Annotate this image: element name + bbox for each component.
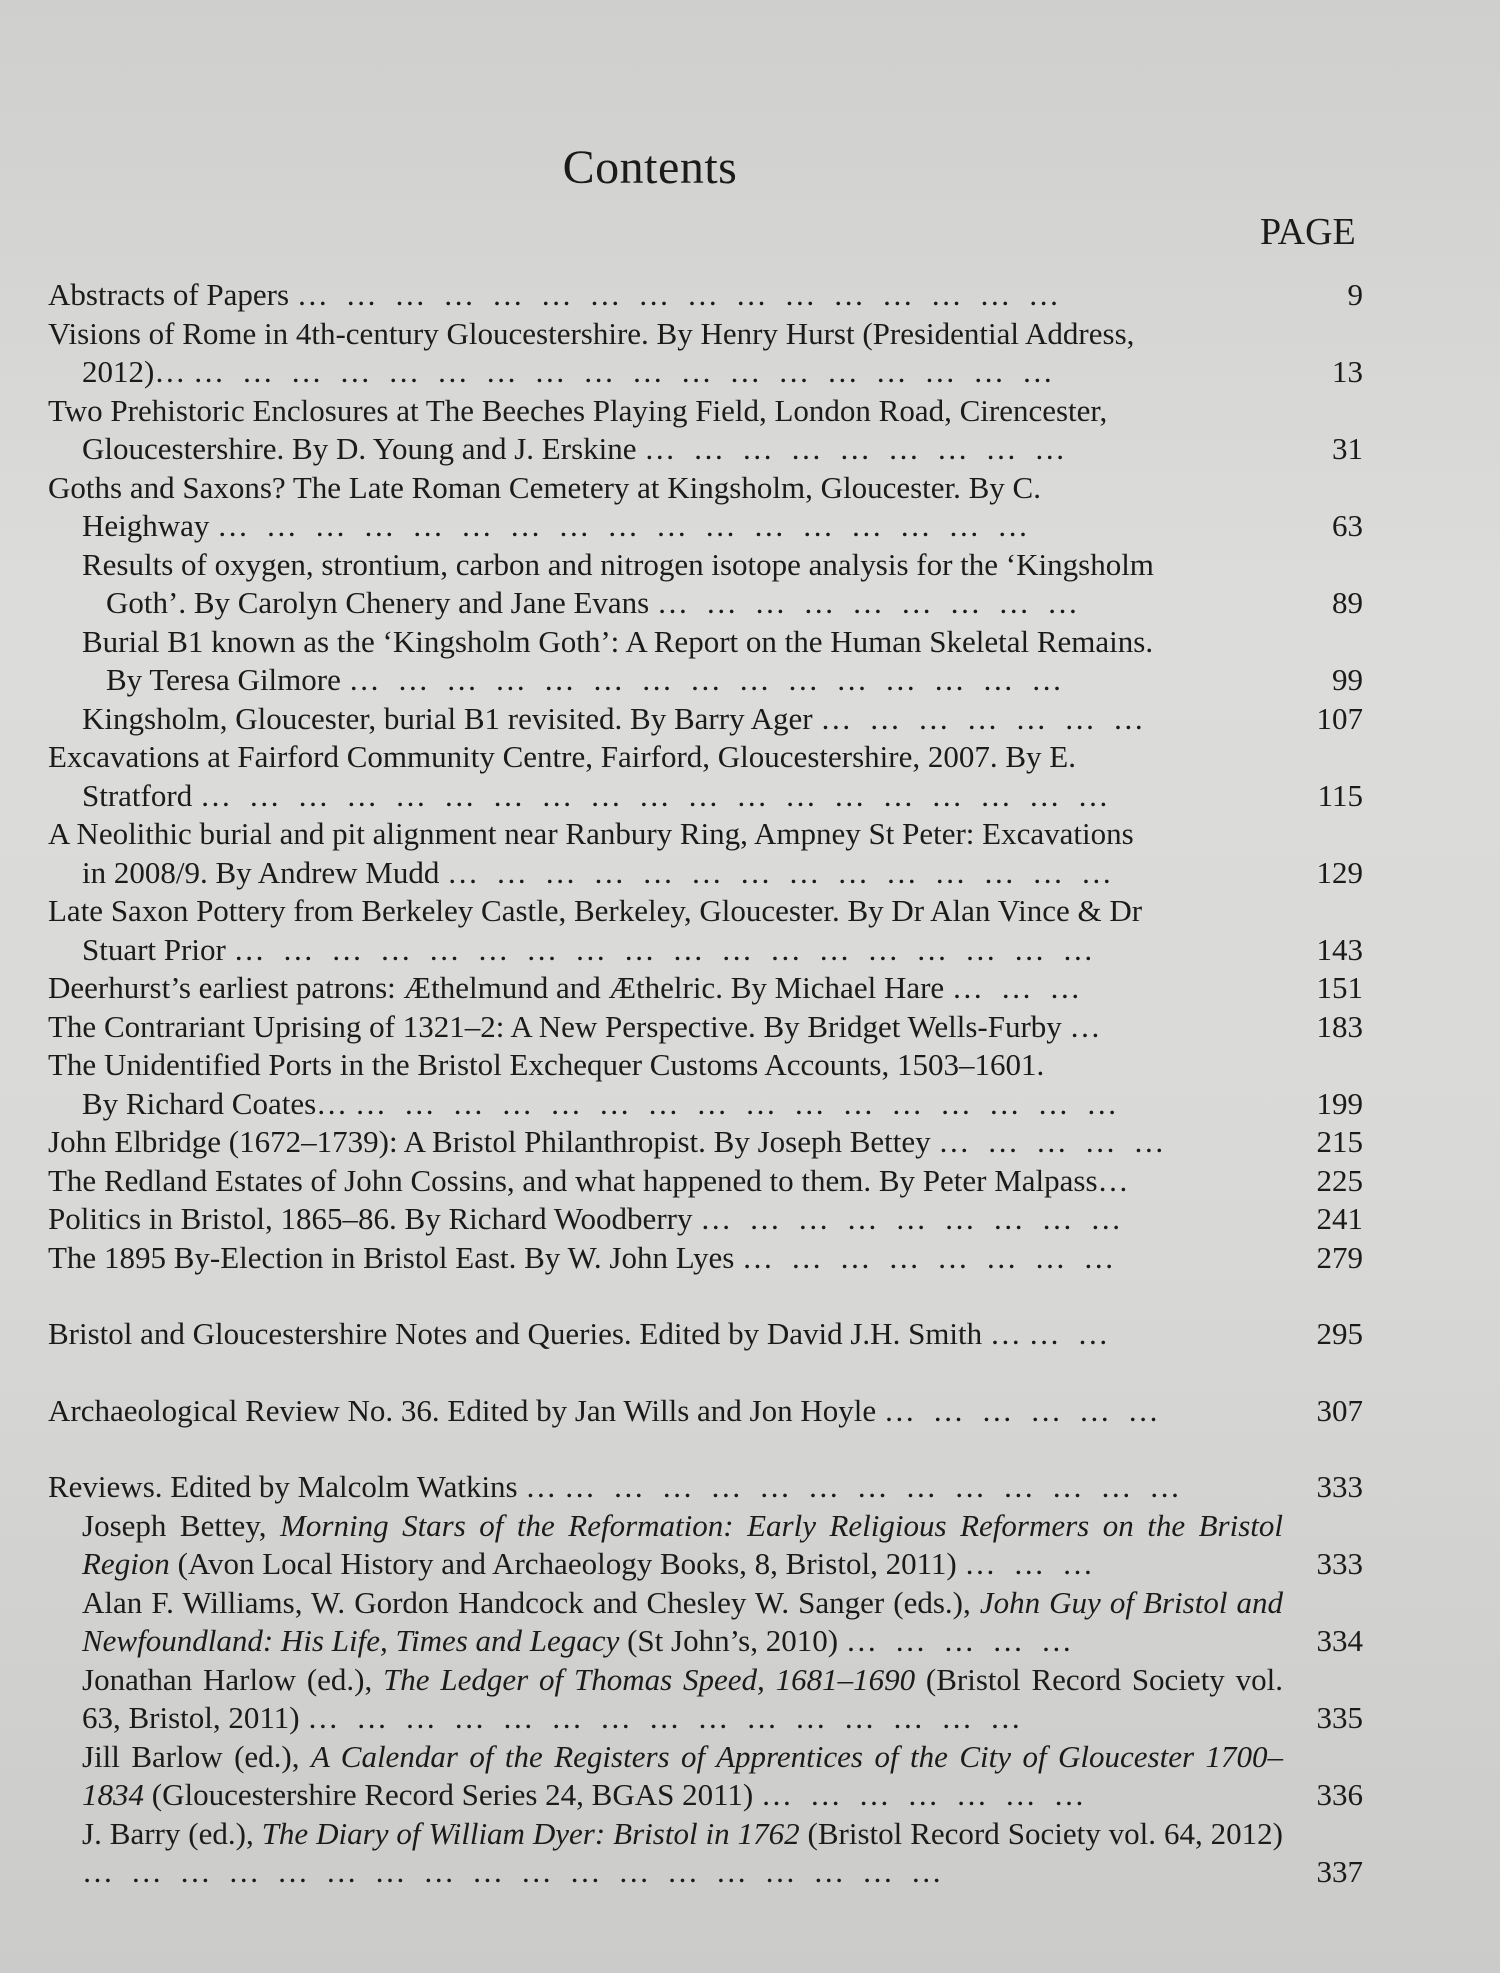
review-publication-detail: (St John’s, 2010) <box>619 1623 846 1658</box>
entry-title-line <box>48 1392 1283 1431</box>
review-book-title: Morning Stars of the Reformation: Early Religious Reformers on the Bristol Region <box>82 1507 1283 1581</box>
contents-entry <box>48 700 1428 739</box>
leader-dots: … … … … … … … … … … … … … … … … … … <box>193 354 1058 389</box>
entry-page-number: 335 <box>1316 1700 1363 1735</box>
leader-dots: … … … … … … … … … … … … … … … <box>307 1700 1026 1735</box>
entry-text <box>48 738 1283 815</box>
leader-dots: … <box>1069 1008 1106 1044</box>
entry-title-line <box>48 1162 1283 1201</box>
entry-text <box>48 700 1283 739</box>
reviews-entry <box>48 1468 1428 1507</box>
entry-text <box>48 1162 1283 1201</box>
entry-page-number: 241 <box>1316 1201 1363 1236</box>
entry-page-number: 199 <box>1316 1085 1363 1121</box>
leader-dots: … … … … … <box>845 1623 1077 1658</box>
entry-page-number: 99 <box>1332 662 1363 697</box>
page-column-heading: PAGE <box>1260 211 1356 253</box>
entry-title-continuation <box>48 353 1283 392</box>
entry-title-line <box>48 469 1283 508</box>
contents-entry <box>48 392 1428 469</box>
leader-dots: … … <box>1028 1316 1114 1351</box>
review-author: Joseph Bettey, <box>82 1507 281 1543</box>
entry-text <box>48 1468 1283 1507</box>
leader-dots: … … … … … … … … … … … … … … … … … … <box>233 931 1099 967</box>
entry-title: Archaeological Review No. 36. Edited by Jan Wills and Jon Hoyle <box>48 1392 884 1428</box>
review-book-title: A Calendar of the Registers of Apprentices of the City of Gloucester 1700–1834 <box>82 1738 1283 1812</box>
entry-page-number: 215 <box>1316 1124 1363 1159</box>
entry-page-number: 143 <box>1316 931 1363 967</box>
entry-title: The Unidentified Ports in the Bristol Exchequer Customs Accounts, 1503–1601. <box>48 1047 1045 1082</box>
entry-text <box>48 969 1283 1008</box>
entry-title-line <box>48 1200 1283 1239</box>
review-item <box>48 1661 1428 1738</box>
entry-text <box>48 1315 1283 1354</box>
entry-page-number: 333 <box>1316 1546 1363 1581</box>
entry-page-number: 295 <box>1316 1316 1363 1351</box>
review-author: Alan F. Williams, W. Gordon Handcock and Chesley W. Sanger (eds.), <box>82 1584 980 1620</box>
contents-entry <box>48 969 1428 1008</box>
review-citation <box>82 1738 1283 1815</box>
entry-page-number: 279 <box>1316 1239 1363 1275</box>
entry-page-number: 307 <box>1316 1392 1363 1428</box>
contents-entry <box>48 738 1428 815</box>
contents-entry <box>48 1200 1428 1239</box>
entry-text <box>48 1584 1283 1661</box>
entry-text <box>48 1123 1283 1162</box>
review-citation <box>82 1815 1283 1892</box>
entry-title-continuation <box>82 661 1283 700</box>
entry-title-line <box>48 1046 1283 1085</box>
leader-dots: … … … … … … … … … … … … … … <box>447 854 1117 890</box>
entry-text <box>48 1738 1283 1815</box>
entry-title-line <box>48 1315 1283 1354</box>
contents-entry <box>48 815 1428 892</box>
entry-title-line <box>48 1123 1283 1162</box>
entry-text <box>48 623 1283 700</box>
review-item <box>48 1815 1428 1892</box>
entry-author: Gloucestershire. By D. Young and J. Erskine <box>82 431 645 466</box>
entry-page-number: 334 <box>1316 1623 1363 1658</box>
entry-text <box>48 392 1283 469</box>
entry-title-line <box>82 700 1283 739</box>
entry-page-number: 63 <box>1332 508 1363 543</box>
entry-page-number: 115 <box>1317 777 1363 813</box>
contents-entry <box>48 315 1428 392</box>
entry-page-number: 107 <box>1316 700 1363 736</box>
entry-title-continuation <box>82 584 1283 623</box>
entry-title-continuation <box>48 430 1283 469</box>
review-citation <box>82 1661 1283 1738</box>
entry-title-line <box>48 1468 1283 1507</box>
contents-entry <box>48 1239 1428 1278</box>
entry-title: Results of oxygen, strontium, carbon and nitrogen isotope analysis for the ‘Kingsholm <box>82 546 1154 582</box>
archaeological-review-entry <box>48 1392 1428 1431</box>
entry-author: Goth’. By Carolyn Chenery and Jane Evans <box>106 585 657 620</box>
entry-title-line <box>48 738 1283 777</box>
contents-entry <box>48 1046 1428 1123</box>
entry-text <box>48 1046 1283 1123</box>
entry-text <box>48 1392 1283 1431</box>
leader-dots: … … … … … … <box>883 1392 1164 1428</box>
contents-entry <box>48 469 1428 546</box>
entry-page-number: 225 <box>1316 1162 1363 1198</box>
review-citation <box>82 1507 1283 1584</box>
entry-page-number: 13 <box>1332 354 1363 389</box>
review-publication-detail: (Gloucestershire Record Series 24, BGAS 2011) <box>144 1777 762 1812</box>
review-book-title: John Guy of Bristol and Newfoundland: His Life, Times and Legacy <box>82 1584 1283 1658</box>
review-author: Jonathan Harlow (ed.), <box>82 1661 384 1697</box>
leader-dots: … … … <box>951 970 1086 1005</box>
entry-title-line <box>48 1008 1283 1047</box>
entry-author: Stratford <box>82 777 200 813</box>
entry-title-continuation <box>48 854 1283 893</box>
review-author: Jill Barlow (ed.), <box>82 1738 311 1774</box>
entry-page-number: 337 <box>1316 1854 1363 1889</box>
entry-title-continuation <box>48 777 1283 816</box>
entry-text <box>48 1200 1283 1239</box>
leader-dots: … … … … … … … … … <box>644 431 1071 466</box>
leader-dots: … … … … … … … <box>820 700 1149 736</box>
entry-page-number: 129 <box>1316 854 1363 890</box>
contents-entry <box>48 546 1428 623</box>
leader-dots: … … … … … … … … … … … … … … … … … <box>217 508 1034 543</box>
entry-title-line <box>82 623 1283 662</box>
section-gap <box>48 1354 1428 1392</box>
entry-author: Stuart Prior <box>82 931 234 967</box>
entry-title: Bristol and Gloucestershire Notes and Queries. Edited by David J.H. Smith … <box>48 1316 1029 1351</box>
contents-entry <box>48 623 1428 700</box>
entry-text <box>48 546 1283 623</box>
entry-page-number: 151 <box>1316 970 1363 1005</box>
entry-title-continuation <box>48 1085 1283 1124</box>
entry-title-line <box>48 315 1283 354</box>
entry-title: Visions of Rome in 4th-century Gloucestershire. By Henry Hurst (Presidential Address, <box>48 315 1135 351</box>
entry-author: By Richard Coates… <box>82 1085 355 1121</box>
contents-entry <box>48 892 1428 969</box>
leader-dots: … … … … … <box>938 1124 1170 1159</box>
entry-text <box>48 1507 1283 1584</box>
contents-title: Contents <box>562 141 738 194</box>
leader-dots: … … … … … … … … … … … … … … … … … … <box>82 1854 947 1889</box>
entry-text <box>48 1239 1283 1278</box>
review-book-title: The Diary of William Dyer: Bristol in 1762 <box>261 1815 800 1851</box>
entry-title-line <box>48 276 1283 315</box>
review-publication-detail: (Bristol Record Society vol. 63, Bristol, 2011) <box>82 1661 1283 1735</box>
entry-title-continuation <box>48 507 1283 546</box>
leader-dots: … … … … … … … … … … … … … … … <box>348 662 1068 697</box>
entry-text <box>48 315 1283 392</box>
leader-dots: … … … … … … … … … <box>657 585 1083 620</box>
contents-entry <box>48 1008 1428 1047</box>
entry-title-line <box>48 892 1283 931</box>
entry-text <box>48 469 1283 546</box>
entry-author: Heighway <box>82 508 218 543</box>
entry-title: Two Prehistoric Enclosures at The Beeches Playing Field, London Road, Cirencester, <box>48 392 1108 428</box>
entry-text <box>48 1815 1283 1892</box>
review-publication-detail: (Avon Local History and Archaeology Books, 8, Bristol, 2011) <box>169 1546 965 1581</box>
entry-page-number: 9 <box>1347 277 1363 312</box>
review-item <box>48 1584 1428 1661</box>
review-item <box>48 1507 1428 1584</box>
leader-dots: … … … … … … … … <box>742 1239 1120 1275</box>
entry-title: Goths and Saxons? The Late Roman Cemetery at Kingsholm, Gloucester. By C. <box>48 469 1041 505</box>
entry-text <box>48 1008 1283 1047</box>
entry-title-line <box>48 969 1283 1008</box>
entry-title: John Elbridge (1672–1739): A Bristol Philanthropist. By Joseph Bettey <box>48 1124 939 1159</box>
leader-dots: … … … <box>964 1546 1099 1581</box>
review-citation <box>82 1584 1283 1661</box>
entry-title: Reviews. Edited by Malcolm Watkins … <box>48 1469 565 1504</box>
entry-title-line <box>48 392 1283 431</box>
entry-title: Burial B1 known as the ‘Kingsholm Goth’: A Report on the Human Skeletal Remains. <box>82 623 1154 659</box>
contents-list <box>48 276 1428 1892</box>
entry-title: The 1895 By-Election in Bristol East. By W. John Lyes <box>48 1239 743 1275</box>
notes-queries-entry <box>48 1315 1428 1354</box>
entry-page-number: 336 <box>1316 1777 1363 1812</box>
section-gap <box>48 1277 1428 1315</box>
entry-title-continuation <box>48 931 1283 970</box>
section-gap <box>48 1430 1428 1468</box>
entry-title: The Contrariant Uprising of 1321–2: A New Perspective. By Bridget Wells-Furby <box>48 1008 1070 1044</box>
entry-title: The Redland Estates of John Cossins, and what happened to them. By Peter Malpass… <box>48 1162 1129 1198</box>
review-item <box>48 1738 1428 1815</box>
review-publication-detail: (Bristol Record Society vol. 64, 2012) <box>799 1815 1284 1851</box>
entry-title: Politics in Bristol, 1865–86. By Richard Woodberry <box>48 1201 701 1236</box>
leader-dots: … … … … … … … … … … … … … <box>564 1469 1186 1504</box>
contents-entry <box>48 1123 1428 1162</box>
leader-dots: … … … … … … … … … … … … … … … … <box>296 277 1065 312</box>
review-author: J. Barry (ed.), <box>82 1815 262 1851</box>
entry-title: Deerhurst’s earliest patrons: Æthelmund and Æthelric. By Michael Hare <box>48 970 952 1005</box>
entry-author: By Teresa Gilmore <box>106 662 349 697</box>
entry-page-number: 183 <box>1316 1008 1363 1044</box>
entry-page-number: 89 <box>1332 585 1363 620</box>
leader-dots: … … … … … … … … … … … … … … … … <box>354 1085 1123 1121</box>
entry-page-number: 333 <box>1316 1469 1363 1504</box>
leader-dots: … … … … … … … … … … … … … … … … … … … <box>199 777 1114 813</box>
entry-title: Excavations at Fairford Community Centre, Fairford, Gloucestershire, 2007. By E. <box>48 739 1076 774</box>
entry-text <box>48 1661 1283 1738</box>
entry-title-line <box>48 1239 1283 1278</box>
entry-title-line <box>48 815 1283 854</box>
leader-dots: … … … … … … … <box>761 1777 1090 1812</box>
entry-page-number: 31 <box>1332 431 1363 466</box>
entry-title: Kingsholm, Gloucester, burial B1 revisited. By Barry Ager <box>82 700 821 736</box>
entry-author: in 2008/9. By Andrew Mudd <box>82 854 448 890</box>
entry-text <box>48 276 1283 315</box>
review-book-title: The Ledger of Thomas Speed, 1681–1690 <box>383 1661 916 1697</box>
leader-dots: … … … … … … … … … <box>700 1201 1127 1236</box>
entry-title: Late Saxon Pottery from Berkeley Castle, Berkeley, Gloucester. By Dr Alan Vince & Dr <box>48 893 1143 928</box>
entry-text <box>48 892 1283 969</box>
entry-title-line <box>82 546 1283 585</box>
entry-text <box>48 815 1283 892</box>
contents-entry <box>48 1162 1428 1201</box>
entry-title: A Neolithic burial and pit alignment near Ranbury Ring, Ampney St Peter: Excavations <box>48 816 1134 851</box>
entry-author: 2012)… <box>82 354 194 389</box>
entry-title: Abstracts of Papers <box>48 277 297 312</box>
contents-entry <box>48 276 1428 315</box>
